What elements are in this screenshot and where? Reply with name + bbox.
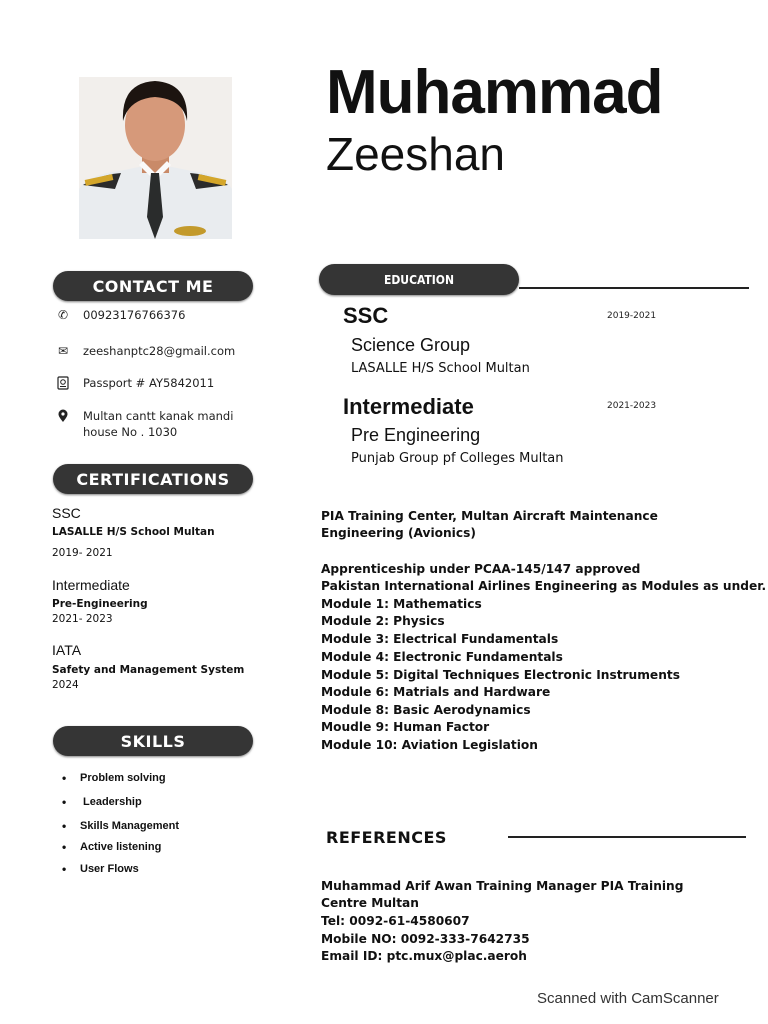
module-item: Module 6: Matrials and Hardware <box>321 685 551 699</box>
first-name: Muhammad <box>326 58 663 127</box>
cert-date: 2024 <box>52 679 79 691</box>
education-school: LASALLE H/S School Multan <box>351 361 530 376</box>
education-degree: Intermediate <box>343 394 474 419</box>
module-item: Module 3: Electrical Fundamentals <box>321 632 559 646</box>
profile-photo <box>79 77 232 239</box>
scanner-watermark: Scanned with CamScanner <box>537 990 719 1007</box>
skill-label: Skills Management <box>80 820 180 832</box>
reference-line: Muhammad Arif Awan Training Manager PIA Training <box>321 879 684 893</box>
module-item: Module 1: Mathematics <box>321 597 482 611</box>
education-divider <box>519 287 749 289</box>
education-degree: SSC <box>343 303 389 328</box>
training-center-line-1: PIA Training Center, Multan Aircraft Maintenance <box>321 509 658 523</box>
last-name: Zeeshan <box>326 128 506 180</box>
reference-line: Tel: 0092-61-4580607 <box>321 914 470 928</box>
skill-label: User Flows <box>80 863 139 875</box>
cert-date: 2021- 2023 <box>52 613 113 625</box>
cert-sub: Safety and Management System <box>52 664 245 676</box>
contact-address-line-1: Multan cantt kanak mandi <box>83 409 234 423</box>
cert-heading: IATA <box>52 642 82 658</box>
location-pin-icon <box>56 409 70 423</box>
training-center-line-2: Engineering (Avionics) <box>321 526 476 540</box>
references-divider <box>508 836 746 838</box>
education-school: Punjab Group pf Colleges Multan <box>351 451 564 466</box>
passport-icon <box>56 376 70 390</box>
contact-address-line-2: house No . 1030 <box>83 425 178 439</box>
contact-email: zeeshanptc28@gmail.com <box>83 344 236 358</box>
skill-label: Problem solving <box>80 772 166 784</box>
reference-line: Email ID: ptc.mux@plac.aeroh <box>321 949 527 963</box>
skills-heading: SKILLS <box>53 726 253 756</box>
education-group: Pre Engineering <box>351 425 481 445</box>
references-heading: REFERENCES <box>326 828 447 847</box>
training-line: Pakistan International Airlines Engineering as Modules as under. <box>321 579 767 593</box>
cert-heading: SSC <box>52 505 81 521</box>
cert-heading: Intermediate <box>52 577 130 593</box>
module-item: Module 10: Aviation Legislation <box>321 738 538 752</box>
education-years: 2021-2023 <box>607 401 657 411</box>
contact-heading: CONTACT ME <box>53 271 253 301</box>
education-years: 2019-2021 <box>607 311 657 321</box>
reference-line: Mobile NO: 0092-333-7642735 <box>321 932 530 946</box>
training-line: Apprenticeship under PCAA-145/147 approved <box>321 562 641 576</box>
mail-icon: ✉ <box>57 344 69 358</box>
education-heading: EDUCATION <box>319 264 519 295</box>
contact-phone: 00923176766376 <box>83 308 186 322</box>
module-item: Module 4: Electronic Fundamentals <box>321 650 563 664</box>
cert-date: 2019- 2021 <box>52 547 113 559</box>
skill-label: Leadership <box>83 796 142 808</box>
module-item: Module 8: Basic Aerodynamics <box>321 703 531 717</box>
skill-label: Active listening <box>80 841 162 853</box>
reference-line: Centre Multan <box>321 896 419 910</box>
certifications-heading: CERTIFICATIONS <box>53 464 253 494</box>
cert-sub: Pre-Engineering <box>52 598 148 610</box>
education-group: Science Group <box>351 335 471 355</box>
phone-icon: ✆ <box>57 308 69 322</box>
contact-passport: Passport # AY5842011 <box>83 376 215 390</box>
module-item: Moudle 9: Human Factor <box>321 720 490 734</box>
cert-sub: LASALLE H/S School Multan <box>52 526 215 538</box>
module-item: Module 2: Physics <box>321 614 445 628</box>
module-item: Module 5: Digital Techniques Electronic Instruments <box>321 668 680 682</box>
